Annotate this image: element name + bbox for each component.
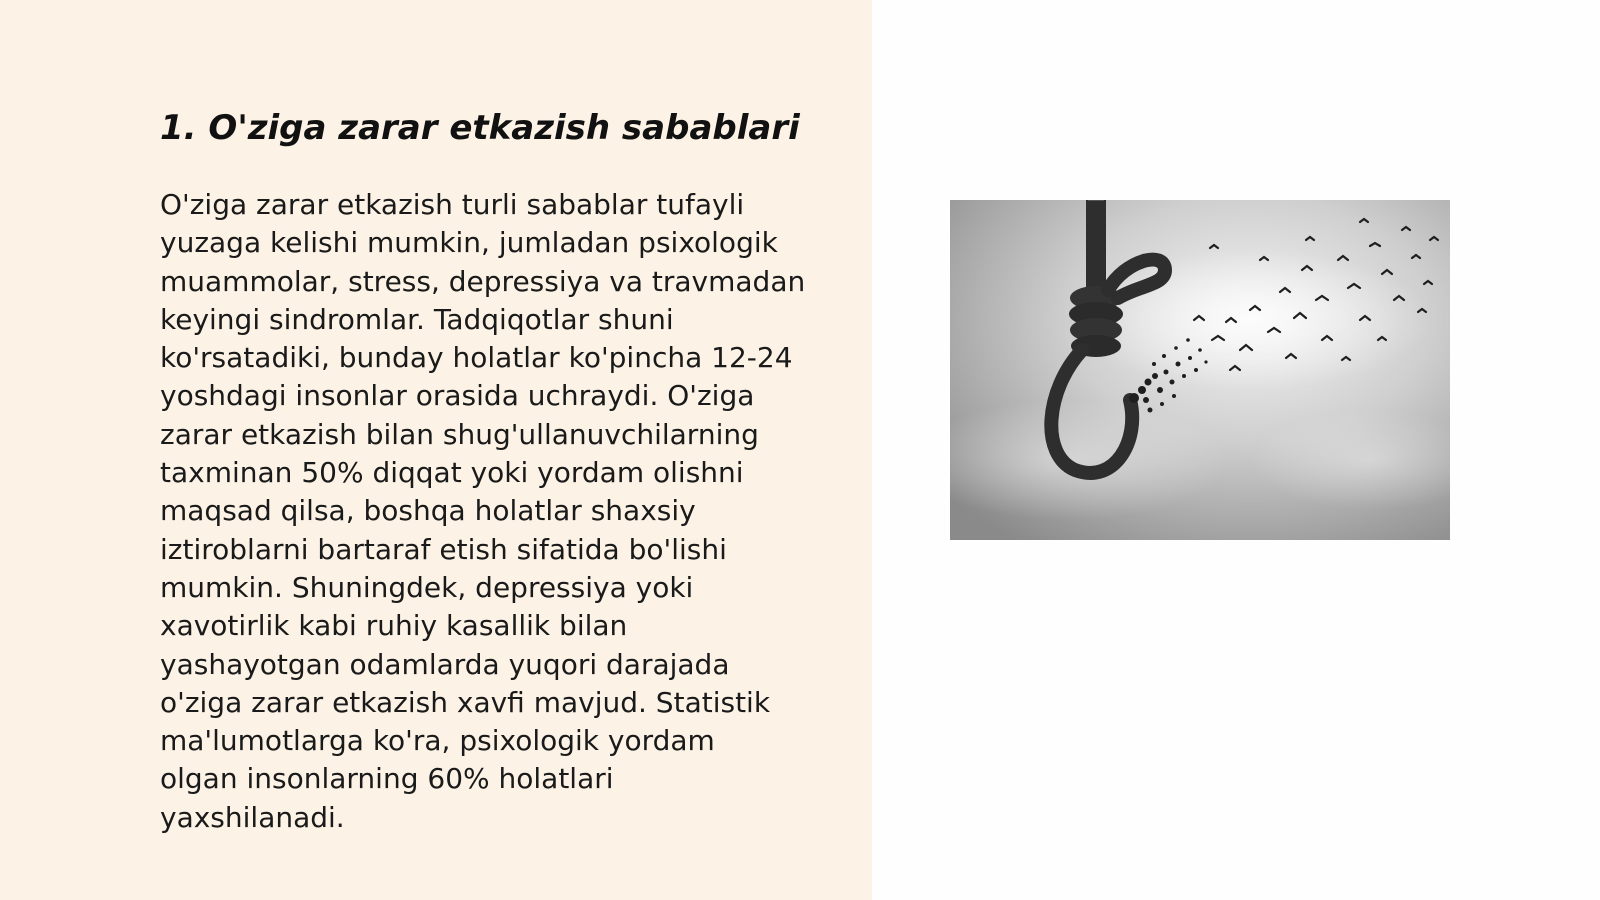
slide-body-text: O'ziga zarar etkazish turli sabablar tufayli yuzaga kelishi mumkin, jumladan psixologik muammolar, stress, depressiya va travmadan keyingi sindromlar. Tadqiqotlar shuni ko'rsatadiki, bunday holatlar ko'pincha 12-24 yoshdagi insonlar orasida uchraydi. O'ziga zarar etkazish bilan shug'ullanuvchilarning taxminan 50% diqqat yoki yordam olishni maqsad qilsa, boshqa holatlar shaxsiy iztiroblarni bartaraf etish sifatida bo'lishi mumkin. Shuningdek, depressiya yoki xavotirlik kabi ruhiy kasallik bilan yashayotgan odamlarda yuqori darajada o'ziga zarar etkazish xavfi mavjud. Statistik ma'lumotlarga ko'ra, psixologik yordam olgan insonlarning 60% holatlari yaxshilanadi. [160,188,806,834]
noose-birds-image [950,200,1450,540]
noose-birds-icon [950,200,1450,540]
slide-title: 1. O'ziga zarar etkazish sabablari [160,108,800,148]
